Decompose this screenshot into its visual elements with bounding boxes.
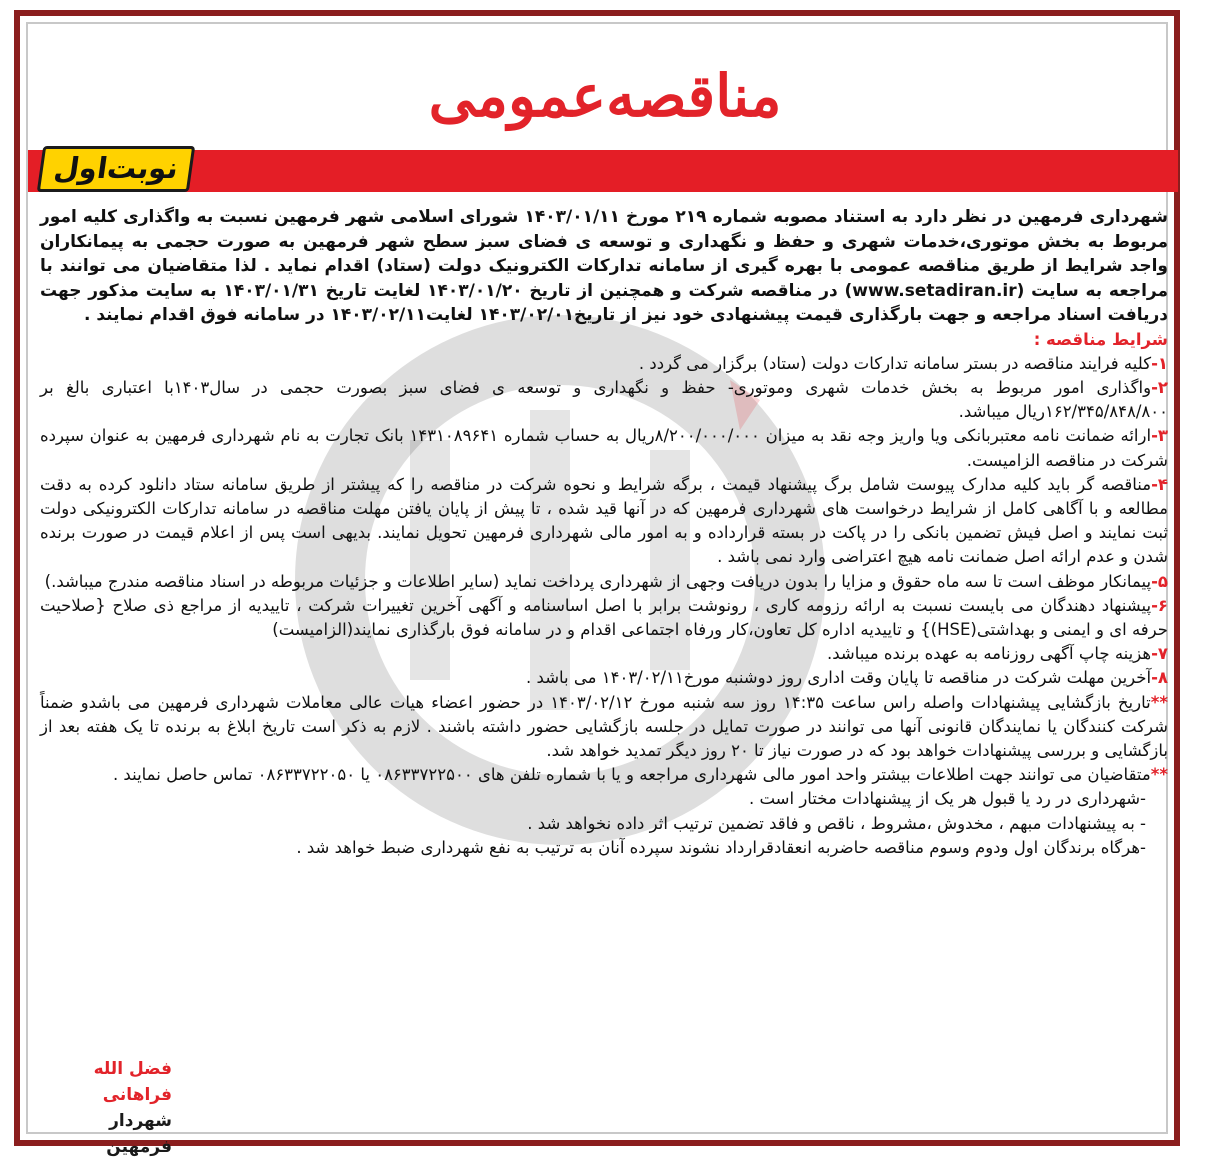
red-banner (28, 150, 1178, 192)
condition-dash: - (1151, 595, 1158, 615)
condition-dash: - (1151, 668, 1158, 688)
notice-body (40, 205, 1168, 860)
condition-dash: - (1151, 353, 1158, 373)
condition-number: ۴ (1157, 474, 1168, 494)
note-text: متقاضیان می توانند جهت اطلاعات بیشتر واحد امور مالی شهرداری مراجعه و یا با شماره تلفن های ۰۸۶۳۳۷۲۲۵۰۰ یا ۰۸۶۳۳۷۲۲۰۵۰ تماس حاصل نمایند . (112, 765, 1151, 785)
intro-paragraph: شهرداری فرمهین در نظر دارد به استناد مصوبه شماره ۲۱۹ مورخ ۱۴۰۳/۰۱/۱۱ شورای اسلامی شهر فرمهین نسبت به واگذاری کلیه امور مربوط به بخش موتوری،خدمات شهری و حفظ و نگهداری و توسعه ی فضای سبز سطح شهر فرمهین به صورت حجمی به پیمانکاران واجد شرایط از طریق مناقصه عمومی با بهره گیری از سامانه تدارکات الکترونیک دولت (ستاد) اقدام نماید . لذا متقاضیان می توانند با مراجعه به سایت (www.setadiran.ir) در مناقصه شرکت و همچنین از تاریخ ۱۴۰۳/۰۱/۲۰ لغایت تاریخ ۱۴۰۳/۰۱/۳۱ به سایت مذکور جهت دریافت اسناد مراجعه و جهت بارگذاری قیمت پیشنهادی خود نیز از تاریخ۱۴۰۳/۰۲/۰۱ لغایت۱۴۰۳/۰۲/۱۱ در سامانه فوق اقدام نمایند . (40, 207, 1169, 325)
note-item (40, 691, 1168, 764)
condition-dash: - (1151, 571, 1158, 591)
note-mark: ** (1150, 692, 1168, 712)
round-badge: نوبت‌اول (37, 146, 195, 192)
condition-text: کلیه فرایند مناقصه در بستر سامانه تدارکات دولت (ستاد) برگزار می گردد . (638, 353, 1152, 373)
condition-item (40, 594, 1168, 642)
signature-name: فضل الله فراهانی (93, 1059, 172, 1105)
condition-item (40, 376, 1168, 424)
condition-item (40, 666, 1168, 690)
condition-dash: - (1151, 377, 1158, 397)
note-item (40, 763, 1168, 787)
condition-number: ۲ (1157, 377, 1168, 397)
condition-number: ۸ (1157, 668, 1168, 688)
note-mark: ** (1150, 765, 1168, 785)
condition-text: پیمانکار موظف است تا سه ماه حقوق و مزایا را بدون دریافت وجهی از شهرداری پرداخت نماید (سایر اطلاعات و جزئیات مربوطه در اسناد مناقصه مندرج میباشد.) (44, 571, 1152, 591)
condition-item (40, 570, 1168, 594)
condition-number: ۳ (1157, 426, 1168, 446)
signature-role: شهردار فرمهین (106, 1111, 172, 1157)
condition-text: پیشنهاد دهندگان می بایست نسبت به ارائه رزومه کاری ، رونوشت برابر با اصل اساسنامه و آگهی آخرین تغییرات شرکت ، تاییدیه از مراجع ذی صلاح {صلاحیت حرفه ای و ایمنی و بهداشتی(HSE)} و تاییدیه اداره کل تعاون،کار ورفاه اجتماعی اقدام و در سامانه فوق بارگذاری نمایند(الزامیست) (40, 595, 1168, 639)
condition-text: آخرین مهلت شرکت در مناقصه تا پایان وقت اداری روز دوشنبه مورخ۱۴۰۳/۰۲/۱۱ می باشد . (526, 668, 1152, 688)
condition-dash: - (1151, 426, 1158, 446)
condition-text: هزینه چاپ آگهی روزنامه به عهده برنده میباشد. (827, 644, 1152, 664)
note-text: تاریخ بازگشایی پیشنهادات واصله راس ساعت ۱۴:۳۵ روز سه شنبه مورخ ۱۴۰۳/۰۲/۱۲ در حضور اعضاء هیات عالی معاملات شهرداری فرمهین می باشدو ضمناً شرکت کنندگان یا نمایندگان قانونی آنها می توانند در صورت تمایل در جلسه بازگشایی حضور داشته باشند . لازم به ذکر است تاریخ ابلاغ به برنده تا یک هفته بعد از بازگشایی و بررسی پیشنهادات خواهد بود که در صورت نیاز تا ۲۰ روز دیگر تمدید خواهد شد. (40, 692, 1168, 760)
condition-item (40, 473, 1168, 570)
notes-list (40, 691, 1168, 788)
condition-number: ۵ (1157, 571, 1168, 591)
condition-item (40, 352, 1168, 376)
condition-dash: - (1151, 644, 1158, 664)
condition-number: ۶ (1157, 595, 1168, 615)
condition-item (40, 642, 1168, 666)
extra-item: -هرگاه برندگان اول ودوم وسوم مناقصه حاضربه انعقادقرارداد نشوند سپرده آنان به ترتیب به نفع شهرداری ضبط خواهد شد . (296, 837, 1146, 857)
condition-text: ارائه ضمانت نامه معتبربانکی ویا واریز وجه نقد به میزان ۸/۲۰۰/۰۰۰/۰۰۰ریال به حساب شماره ۱۴۳۱۰۸۹۶۴۱ بانک تجارت به نام شهرداری فرمهین به عنوان سپرده شرکت در مناقصه الزامیست. (40, 426, 1168, 470)
extras-list (40, 787, 1168, 860)
page-title: مناقصه‌عمومی (428, 62, 782, 130)
condition-text: مناقصه گر باید کلیه مدارک پیوست شامل برگ پیشنهاد قیمت ، برگه شرایط و نحوه شرکت در مناقصه را که پیشتر از طریق سامانه ستاد دانلود کرده به دقت مطالعه و با آگاهی کامل از شرایط درخواست های شهرداری فرمهین که در آنها قید شده ، تا پیش از پایان یافتن مهلت مناقصه در سامانه تدارکات الکترونیکی دولت ثبت نمایند و اصل فیش تضمین بانکی را در پاکت در بسته قرارداده و به امور مالی شهرداری فرمهین تحویل نمایند. بدیهی است پس از اعلام قیمت در صورت برنده شدن و عدم ارائه اصل ضمانت نامه هیچ اعتراضی وارد نمی باشد . (40, 474, 1168, 567)
signature-block (42, 1056, 172, 1160)
condition-number: ۱ (1157, 353, 1168, 373)
condition-text: واگذاری امور مربوط به بخش خدمات شهری وموتوری- حفظ و نگهداری و توسعه ی فضای سبز بصورت حجمی در سال۱۴۰۳با اعتباری بالغ بر ۱۶۲/۳۴۵/۸۴۸/۸۰۰ریال میباشد. (40, 377, 1168, 422)
condition-item (40, 424, 1168, 472)
condition-dash: - (1151, 474, 1158, 494)
conditions-heading: شرایط مناقصه : (1033, 329, 1168, 349)
extra-item: - به پیشنهادات مبهم ، مخدوش ،مشروط ، ناقص و فاقد تضمین ترتیب اثر داده نخواهد شد . (527, 813, 1146, 833)
extra-item: -شهرداری در رد یا قبول هر یک از پیشنهادات مختار است . (748, 789, 1146, 809)
condition-number: ۷ (1157, 644, 1168, 664)
conditions-list (40, 352, 1168, 691)
